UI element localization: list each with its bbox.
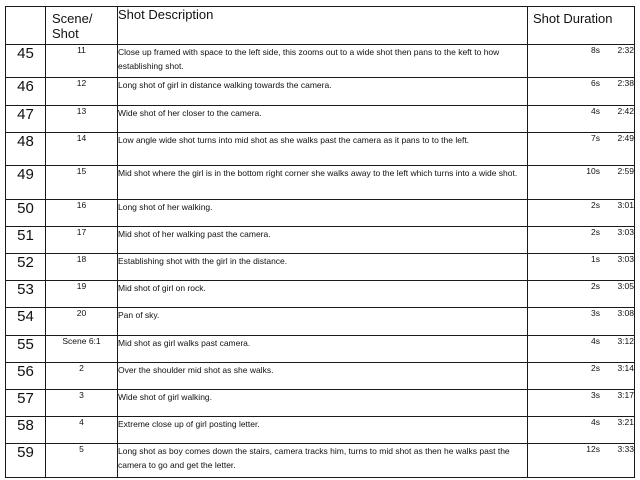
row-description: Pan of sky. bbox=[118, 308, 528, 335]
row-number: 47 bbox=[6, 105, 46, 132]
row-seconds: 1s bbox=[591, 254, 600, 265]
row-seconds: 2s bbox=[591, 362, 600, 373]
row-scene: 15 bbox=[46, 166, 118, 199]
header-shot-duration: Shot Duration bbox=[528, 7, 635, 45]
row-scene: 12 bbox=[46, 78, 118, 105]
table-row bbox=[6, 166, 635, 199]
table-row bbox=[6, 132, 635, 165]
row-time: 2:42 bbox=[617, 105, 634, 116]
row-seconds: 2s bbox=[591, 226, 600, 237]
row-seconds: 3s bbox=[591, 390, 600, 401]
table-row bbox=[6, 199, 635, 226]
row-seconds: 7s bbox=[591, 132, 600, 143]
row-number: 57 bbox=[6, 390, 46, 417]
row-number: 55 bbox=[6, 335, 46, 362]
row-time: 3:21 bbox=[617, 417, 634, 428]
row-number: 52 bbox=[6, 254, 46, 281]
row-time: 3:12 bbox=[617, 335, 634, 346]
table-row bbox=[6, 45, 635, 78]
row-duration bbox=[528, 199, 635, 226]
row-number: 46 bbox=[6, 78, 46, 105]
row-description: Extreme close up of girl posting letter. bbox=[118, 417, 528, 444]
header-number bbox=[6, 7, 46, 45]
table-row bbox=[6, 417, 635, 444]
row-seconds: 10s bbox=[586, 166, 600, 177]
table-row bbox=[6, 362, 635, 389]
row-scene: 3 bbox=[46, 390, 118, 417]
row-description: Long shot of her walking. bbox=[118, 199, 528, 226]
row-description: Over the shoulder mid shot as she walks. bbox=[118, 362, 528, 389]
row-description: Mid shot of her walking past the camera. bbox=[118, 226, 528, 253]
row-duration bbox=[528, 105, 635, 132]
row-time: 2:49 bbox=[617, 132, 634, 143]
row-description: Wide shot of girl walking. bbox=[118, 390, 528, 417]
row-description: Mid shot of girl on rock. bbox=[118, 281, 528, 308]
header-row bbox=[6, 7, 635, 45]
row-description: Mid shot where the girl is in the bottom right corner she walks away to the left which turns into a wide shot. bbox=[118, 166, 528, 199]
row-duration bbox=[528, 78, 635, 105]
row-seconds: 3s bbox=[591, 308, 600, 319]
row-time: 2:38 bbox=[617, 78, 634, 89]
shot-list-table bbox=[5, 6, 635, 478]
row-duration bbox=[528, 226, 635, 253]
row-seconds: 8s bbox=[591, 45, 600, 55]
row-duration bbox=[528, 444, 635, 478]
table-row bbox=[6, 281, 635, 308]
table-row bbox=[6, 105, 635, 132]
row-number: 45 bbox=[6, 45, 46, 78]
header-shot-description: Shot Description bbox=[118, 7, 528, 45]
row-seconds: 4s bbox=[591, 335, 600, 346]
row-time: 3:01 bbox=[617, 199, 634, 210]
row-scene: 4 bbox=[46, 417, 118, 444]
row-number: 54 bbox=[6, 308, 46, 335]
row-number: 58 bbox=[6, 417, 46, 444]
row-duration bbox=[528, 166, 635, 199]
row-duration bbox=[528, 254, 635, 281]
row-number: 51 bbox=[6, 226, 46, 253]
row-description: Long shot as boy comes down the stairs, camera tracks him, turns to mid shot as then he walks past the camera to go and get the letter. bbox=[118, 444, 528, 478]
row-scene: 5 bbox=[46, 444, 118, 478]
row-seconds: 4s bbox=[591, 105, 600, 116]
row-seconds: 12s bbox=[586, 444, 600, 455]
row-seconds: 6s bbox=[591, 78, 600, 89]
table-row bbox=[6, 226, 635, 253]
row-time: 2:32 bbox=[617, 45, 634, 55]
row-number: 53 bbox=[6, 281, 46, 308]
row-number: 50 bbox=[6, 199, 46, 226]
table-row bbox=[6, 390, 635, 417]
row-number: 49 bbox=[6, 166, 46, 199]
row-description: Wide shot of her closer to the camera. bbox=[118, 105, 528, 132]
row-scene: 18 bbox=[46, 254, 118, 281]
row-time: 3:33 bbox=[617, 444, 634, 455]
row-time: 3:03 bbox=[617, 226, 634, 237]
row-number: 59 bbox=[6, 444, 46, 478]
row-duration bbox=[528, 45, 635, 78]
row-seconds: 4s bbox=[591, 417, 600, 428]
row-number: 48 bbox=[6, 132, 46, 165]
row-time: 2:59 bbox=[617, 166, 634, 177]
row-scene: 14 bbox=[46, 132, 118, 165]
row-duration bbox=[528, 281, 635, 308]
row-scene: 11 bbox=[46, 45, 118, 78]
row-duration bbox=[528, 417, 635, 444]
table-row bbox=[6, 308, 635, 335]
row-scene: 20 bbox=[46, 308, 118, 335]
row-number: 56 bbox=[6, 362, 46, 389]
row-time: 3:08 bbox=[617, 308, 634, 319]
row-seconds: 2s bbox=[591, 199, 600, 210]
row-duration bbox=[528, 132, 635, 165]
row-duration bbox=[528, 308, 635, 335]
row-description: Low angle wide shot turns into mid shot as she walks past the camera as it pans to to the left. bbox=[118, 132, 528, 165]
row-description: Establishing shot with the girl in the distance. bbox=[118, 254, 528, 281]
row-description: Close up framed with space to the left side, this zooms out to a wide shot then pans to the keft to how establishing shot. bbox=[118, 45, 528, 78]
row-description: Mid shot as girl walks past camera. bbox=[118, 335, 528, 362]
row-seconds: 2s bbox=[591, 281, 600, 292]
table-row bbox=[6, 444, 635, 478]
row-time: 3:05 bbox=[617, 281, 634, 292]
table-row bbox=[6, 78, 635, 105]
row-duration bbox=[528, 362, 635, 389]
row-scene: 17 bbox=[46, 226, 118, 253]
row-scene: 13 bbox=[46, 105, 118, 132]
table-row bbox=[6, 335, 635, 362]
row-scene: Scene 6:1 bbox=[46, 335, 118, 362]
row-duration bbox=[528, 390, 635, 417]
row-time: 3:17 bbox=[617, 390, 634, 401]
row-time: 3:03 bbox=[617, 254, 634, 265]
row-scene: 19 bbox=[46, 281, 118, 308]
table-row bbox=[6, 254, 635, 281]
row-description: Long shot of girl in distance walking towards the camera. bbox=[118, 78, 528, 105]
header-scene-shot: Scene/ Shot bbox=[46, 7, 118, 45]
row-duration bbox=[528, 335, 635, 362]
row-scene: 2 bbox=[46, 362, 118, 389]
row-scene: 16 bbox=[46, 199, 118, 226]
row-time: 3:14 bbox=[617, 362, 634, 373]
